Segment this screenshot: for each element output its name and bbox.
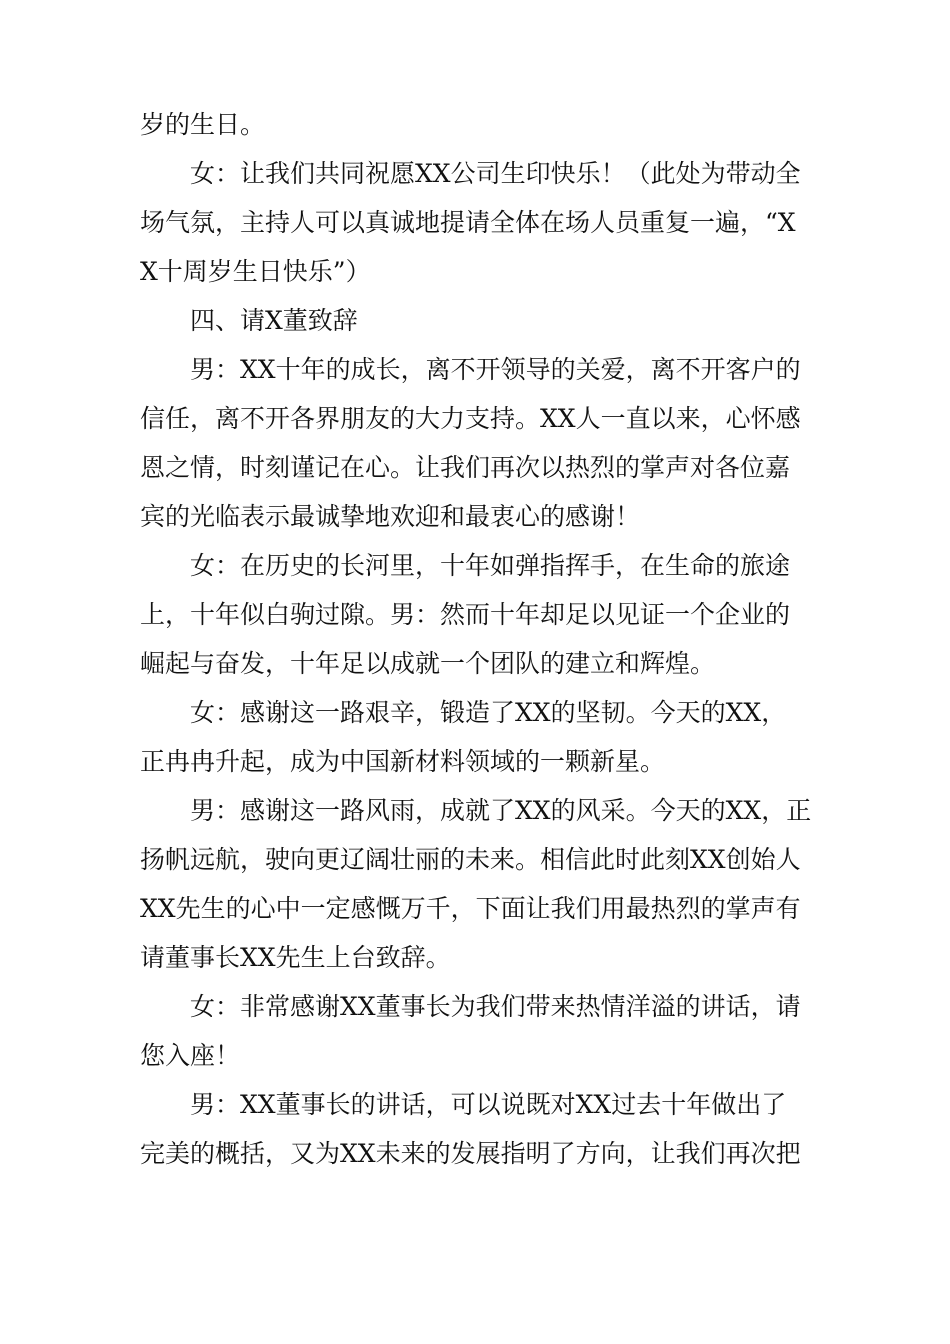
text-line: 四、请X董致辞 bbox=[140, 306, 358, 335]
text-line: 您入座！ bbox=[140, 1041, 241, 1070]
paragraph bbox=[140, 100, 830, 149]
text-line: 女：让我们共同祝愿XX公司生印快乐！（此处为带动全 bbox=[140, 159, 801, 188]
text-line: 女：感谢这一路艰辛，锻造了XX的坚韧。今天的XX， bbox=[140, 698, 787, 727]
text-line: 女：在历史的长河里，十年如弹指挥手，在生命的旅途 bbox=[140, 551, 791, 580]
paragraph bbox=[140, 345, 830, 541]
text-line: XX先生的心中一定感慨万千，下面让我们用最热烈的掌声有 bbox=[140, 894, 801, 923]
text-line: 男：XX董事长的讲话，可以说既对XX过去十年做出了 bbox=[140, 1090, 787, 1119]
text-line: 场气氛，主持人可以真诚地提请全体在场人员重复一遍，“X bbox=[140, 208, 796, 237]
text-line: 崛起与奋发，十年足以成就一个团队的建立和辉煌。 bbox=[140, 649, 716, 678]
text-line: 恩之情，时刻谨记在心。让我们再次以热烈的掌声对各位嘉 bbox=[140, 453, 791, 482]
paragraph bbox=[140, 688, 830, 786]
text-line: X十周岁生日快乐”） bbox=[140, 257, 371, 286]
paragraph bbox=[140, 541, 830, 688]
text-line: 岁的生日。 bbox=[140, 110, 266, 139]
paragraph bbox=[140, 786, 830, 982]
text-line: 正冉冉升起，成为中国新材料领域的一颗新星。 bbox=[140, 747, 666, 776]
text-line: 宾的光临表示最诚挚地欢迎和最衷心的感谢！ bbox=[140, 502, 641, 531]
paragraph bbox=[140, 1080, 830, 1178]
paragraph bbox=[140, 982, 830, 1080]
text-line: 扬帆远航，驶向更辽阔壮丽的未来。相信此时此刻XX创始人 bbox=[140, 845, 801, 874]
text-line: 请董事长XX先生上台致辞。 bbox=[140, 943, 451, 972]
document-body bbox=[140, 100, 830, 1178]
text-line: 上，十年似白驹过隙。男：然而十年却足以见证一个企业的 bbox=[140, 600, 791, 629]
text-line: 信任，离不开各界朋友的大力支持。XX人一直以来，心怀感 bbox=[140, 404, 801, 433]
section-heading bbox=[140, 296, 830, 345]
text-line: 完美的概括，又为XX未来的发展指明了方向，让我们再次把 bbox=[140, 1139, 801, 1168]
text-line: 女：非常感谢XX董事长为我们带来热情洋溢的讲话，请 bbox=[140, 992, 801, 1021]
text-line: 男：感谢这一路风雨，成就了XX的风采。今天的XX，正 bbox=[140, 796, 812, 825]
paragraph bbox=[140, 149, 830, 296]
text-line: 男：XX十年的成长，离不开领导的关爱，离不开客户的 bbox=[140, 355, 801, 384]
